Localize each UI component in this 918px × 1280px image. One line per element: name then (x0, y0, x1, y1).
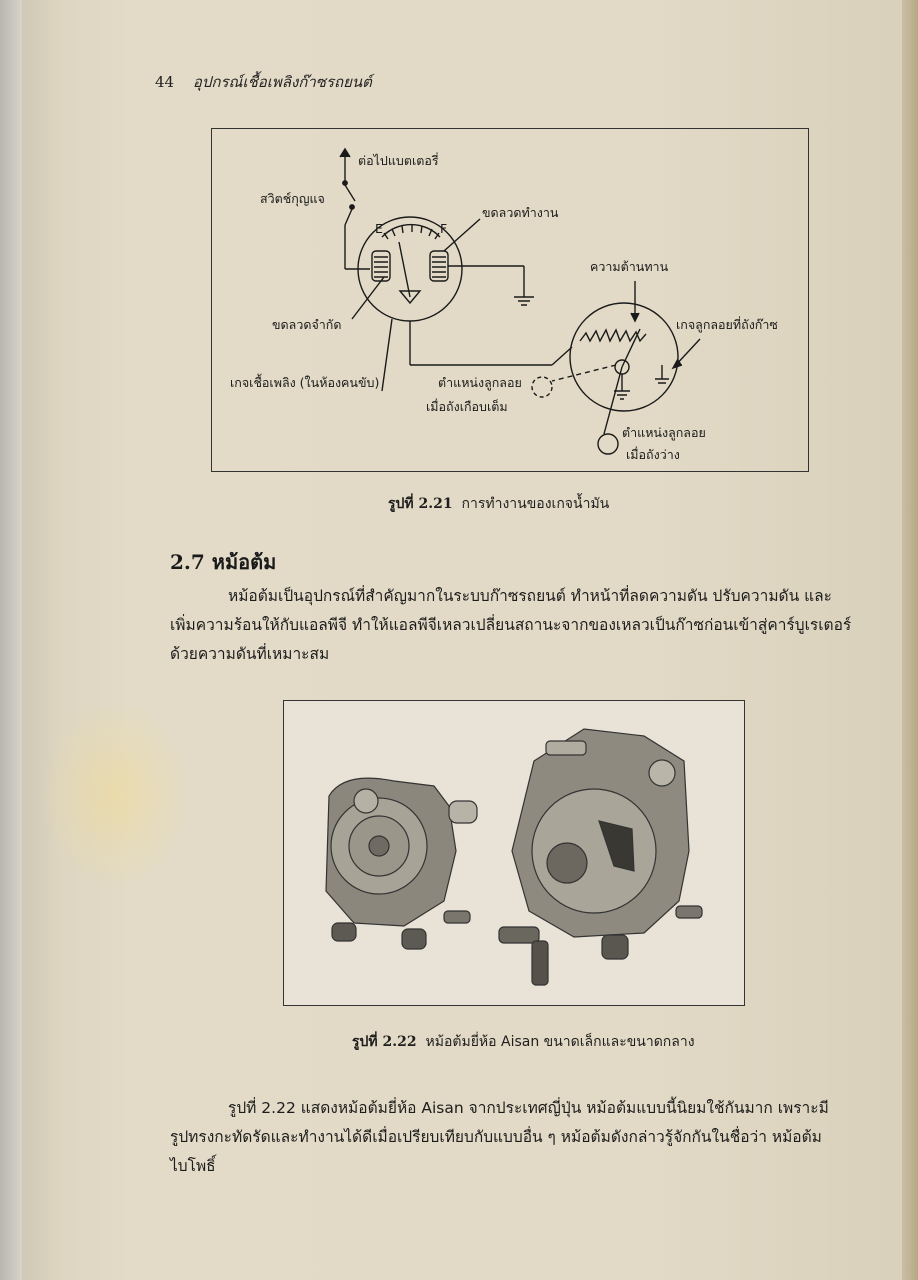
label-float-empty-2: เมื่อถังว่าง (626, 447, 680, 462)
label-float-empty-1: ตำแหน่งลูกลอย (622, 425, 706, 440)
paragraph-2-line-2: รูปทรงกะทัดรัดและทำงานได้ดีเมื่อเปรียบเทียบกับแบบอื่น ๆ หม้อต้มดังกล่าวรู้จักกันในชื่อว่า หม้อต้ม (170, 1128, 822, 1146)
section-heading (170, 546, 276, 578)
figure-2-21 (211, 128, 809, 472)
label-key-switch: สวิตช์กุญแจ (260, 191, 325, 206)
figure-2-21-caption-text: การทำงานของเกจน้ำมัน (461, 496, 610, 512)
section-number: 2.7 (170, 550, 205, 574)
gauge-e-mark: E (375, 221, 383, 236)
label-working-coil: ขดลวดทำงาน (482, 205, 559, 220)
fuel-gauge-diagram (212, 129, 808, 471)
running-header (155, 70, 372, 94)
figure-2-22-caption-text: หม้อต้มยี่ห้อ Aisan ขนาดเล็กและขนาดกลาง (425, 1034, 695, 1050)
paragraph-2-line-1: รูปที่ 2.22 แสดงหม้อต้มยี่ห้อ Aisan จากประเทศญี่ปุ่น หม้อต้มแบบนี้นิยมใช้กันมาก เพราะมี (228, 1099, 829, 1117)
label-tank-float-gauge: เกจลูกลอยที่ถังก๊าซ (676, 317, 778, 332)
label-fuel-gauge-cabin: เกจเชื้อเพลิง (ในห้องคนขับ) (230, 375, 380, 390)
label-resistance: ความต้านทาน (590, 259, 669, 274)
paragraph-2-line-3: ไบโพธิ์ (170, 1157, 216, 1175)
section-title: หม้อต้ม (211, 550, 277, 574)
label-float-full-1: ตำแหน่งลูกลอย (438, 375, 522, 390)
paragraph-1 (170, 582, 862, 669)
stain (40, 700, 190, 890)
paragraph-1-line-1: หม้อต้มเป็นอุปกรณ์ที่สำคัญมากในระบบก๊าซรถยนต์ ทำหน้าที่ลดความดัน ปรับความดัน และ (228, 587, 832, 605)
book-spine (0, 0, 22, 1280)
figure-2-21-caption-prefix: รูปที่ 2.21 (388, 496, 453, 512)
figure-2-22-caption-prefix: รูปที่ 2.22 (352, 1034, 417, 1050)
label-to-battery: ต่อไปแบตเตอรี่ (358, 153, 439, 168)
figure-2-22-caption (352, 1031, 695, 1053)
gauge-f-mark: F (440, 221, 448, 236)
paragraph-2 (170, 1094, 864, 1181)
label-float-full-2: เมื่อถังเกือบเต็ม (426, 399, 508, 414)
paragraph-1-line-2: เพิ่มความร้อนให้กับแอลพีจี ทำให้แอลพีจีเหลวเปลี่ยนสถานะจากของเหลวเป็นก๊าซก่อนเข้าสู่คาร์บูเรเตอร์ (170, 616, 852, 634)
page-number: 44 (155, 73, 175, 91)
vaporizer-photo (284, 701, 744, 1005)
running-title: อุปกรณ์เชื้อเพลิงก๊าซรถยนต์ (192, 73, 372, 91)
figure-2-22 (283, 700, 745, 1006)
paragraph-1-line-3: ด้วยความดันที่เหมาะสม (170, 645, 330, 663)
label-limiting-coil: ขดลวดจำกัด (272, 317, 342, 332)
figure-2-21-caption (388, 493, 609, 515)
page-edge (902, 0, 918, 1280)
